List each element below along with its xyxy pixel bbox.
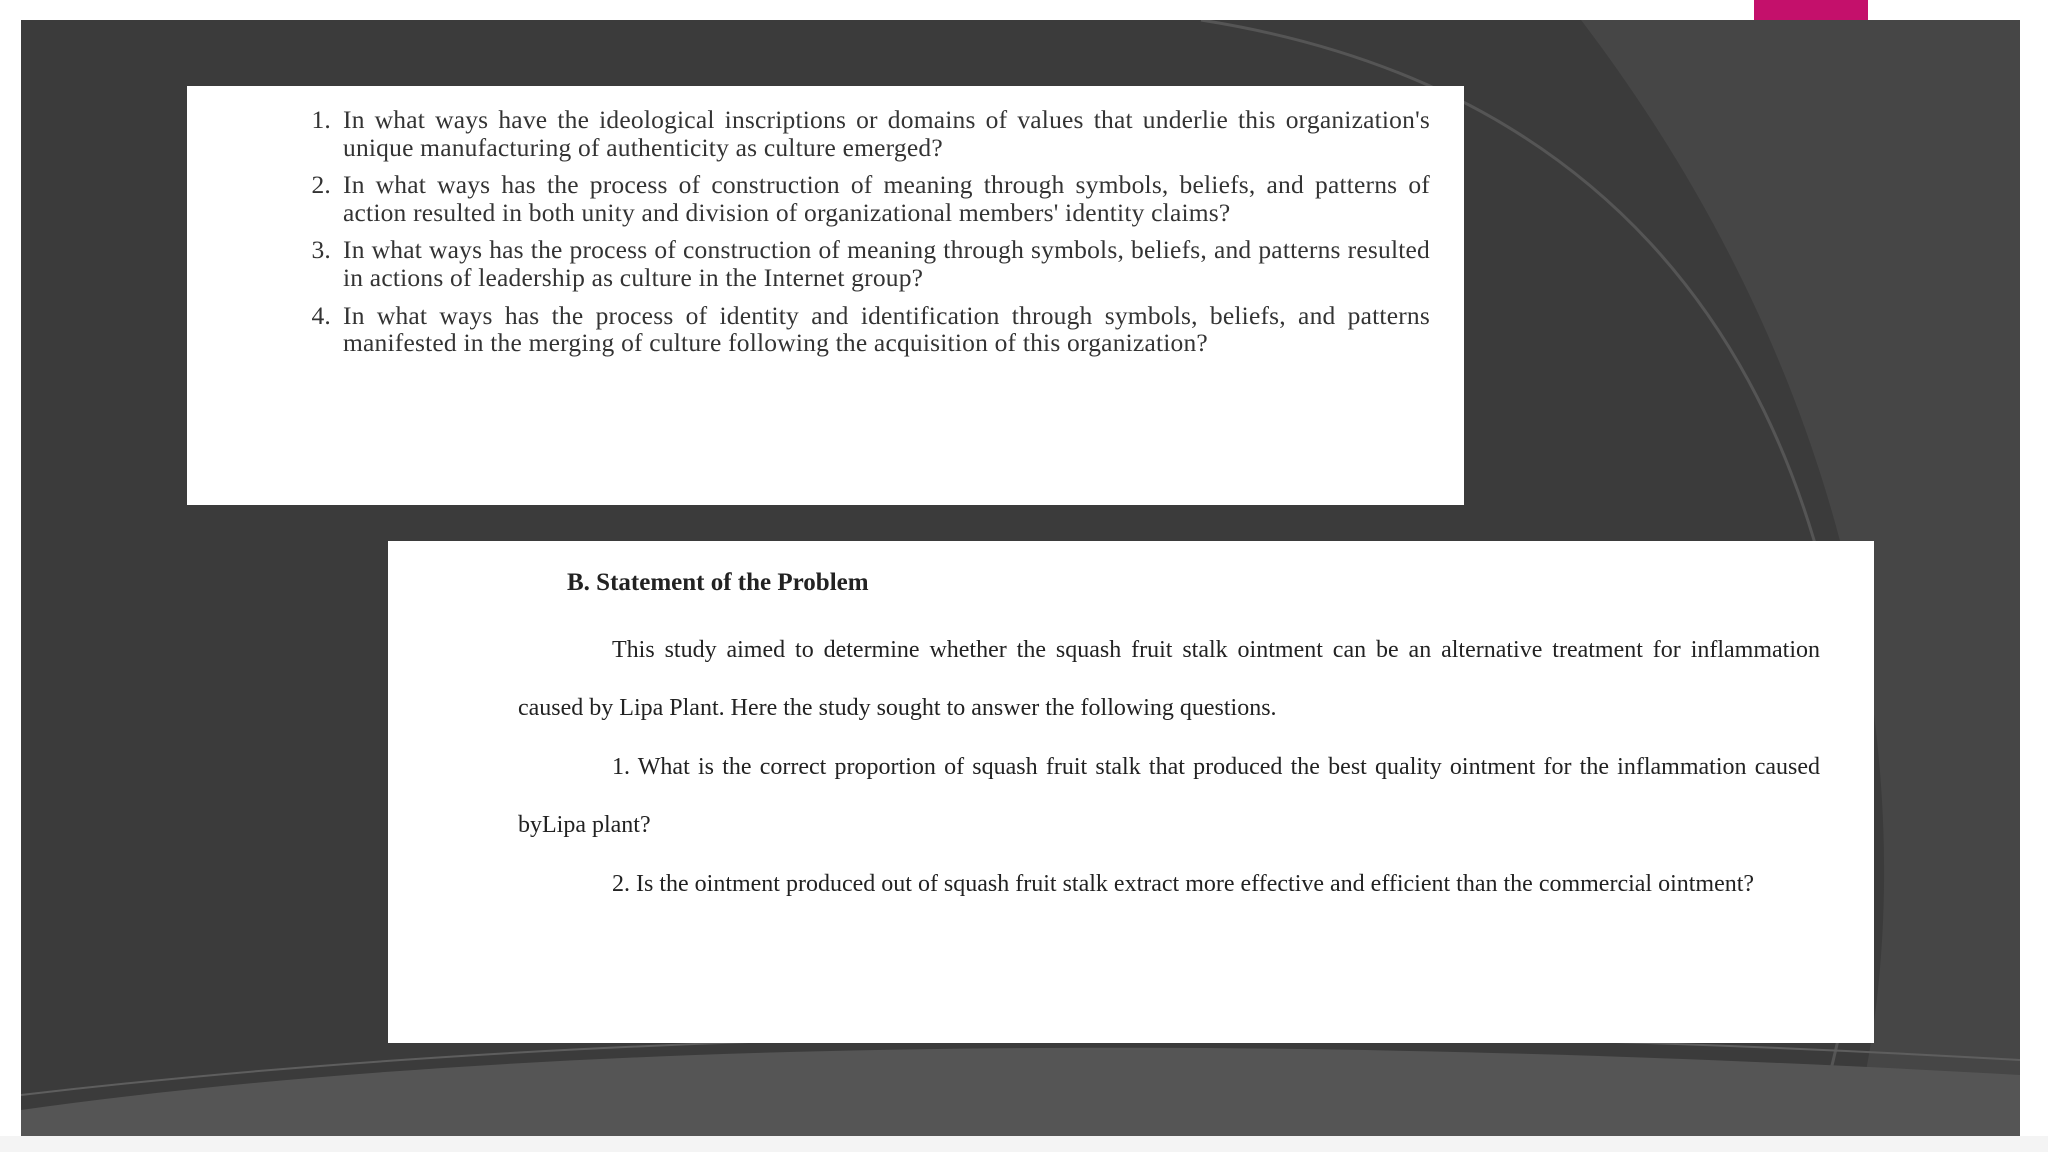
arc-bottom-band xyxy=(21,1048,2020,1136)
intro-text: This study aimed to determine whether the squash fruit stalk ointment can be an alternative treatment for inflammation caused by Lipa Plant. Here the study sought to answer the following questions. xyxy=(518,637,1820,722)
item-number: 3. xyxy=(311,235,331,265)
page-bottom-strip xyxy=(0,1136,2048,1152)
item-number: 2. xyxy=(311,170,331,200)
problem-body xyxy=(518,621,1820,913)
item-number: 1. xyxy=(311,105,331,134)
question-paragraph xyxy=(518,855,1820,913)
item-text: In what ways has the process of construction of meaning through symbols, beliefs, and patterns of action resulted in both unity and division of organizational members' identity claims? xyxy=(343,170,1430,227)
research-questions-excerpt xyxy=(187,86,1464,505)
question-text: 2. Is the ointment produced out of squash fruit stalk extract more effective and efficient than the commercial ointment? xyxy=(612,870,1755,897)
list-item xyxy=(187,302,1430,357)
item-text: In what ways has the process of identity and identification through symbols, beliefs, and patterns manifested in the merging of culture following the acquisition of this organization? xyxy=(343,300,1430,358)
item-text: In what ways have the ideological inscriptions or domains of values that underlie this organization's unique manufacturing of authenticity as culture emerged? xyxy=(343,105,1430,162)
intro-paragraph xyxy=(518,621,1820,738)
list-item xyxy=(187,171,1430,226)
list-item xyxy=(187,236,1430,291)
section-heading: B. Statement of the Problem xyxy=(567,569,869,596)
question-text: 1. What is the correct proportion of squash fruit stalk that produced the best quality ointment for the inflammation caused byLipa plant? xyxy=(518,753,1820,839)
item-text: In what ways has the process of construction of meaning through symbols, beliefs, and patterns resulted in actions of leadership as culture in the Internet group? xyxy=(343,235,1430,292)
accent-tab xyxy=(1754,0,1868,20)
list-item xyxy=(187,106,1430,161)
item-number: 4. xyxy=(311,300,331,330)
statement-of-problem-excerpt xyxy=(388,541,1874,1043)
research-questions-list xyxy=(187,106,1430,357)
question-paragraph xyxy=(518,738,1820,855)
